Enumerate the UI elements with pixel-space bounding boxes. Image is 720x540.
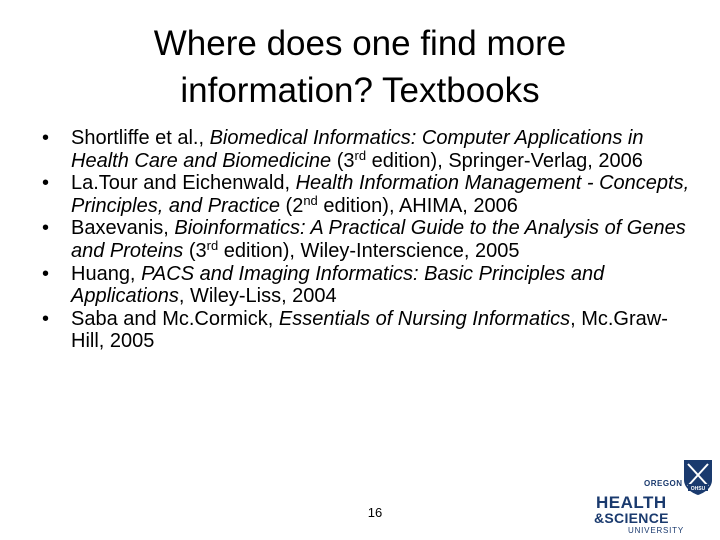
reference-publisher: , Mc.Graw-Hill, 2005: [71, 307, 668, 353]
reference-edition: (3rd edition),: [183, 237, 301, 262]
ohsu-shield-icon: [682, 458, 714, 496]
logo-oregon-text: OREGON: [644, 479, 683, 488]
bullet: •: [42, 172, 50, 195]
ohsu-logo: [594, 458, 716, 538]
reference-publisher: Springer-Verlag, 2006: [448, 149, 643, 172]
slide-title-line-1: Where does one find more: [153, 24, 567, 63]
reference-edition: (3rd edition),: [331, 147, 449, 172]
reference-list: [42, 127, 692, 353]
reference-item-shortliffe: [42, 127, 692, 172]
reference-authors: Huang,: [71, 262, 142, 285]
bullet: •: [42, 307, 50, 330]
bullet: •: [42, 262, 50, 285]
reference-authors: Shortliffe et al.,: [71, 127, 210, 149]
logo-science-text: &SCIENCE: [594, 510, 669, 526]
reference-authors: Baxevanis,: [71, 217, 175, 240]
page-number: 16: [367, 505, 383, 520]
reference-authors: La.Tour and Eichenwald,: [71, 172, 296, 195]
reference-item-saba: [42, 308, 692, 353]
logo-health-text: HEALTH: [596, 493, 667, 512]
reference-book-title: Biomedical Informatics: Computer Applications in Health Care and Biomedicine: [71, 127, 644, 172]
reference-publisher: Wiley-Interscience, 2005: [300, 239, 520, 262]
reference-book-title: Bioinformatics: A Practical Guide to the Analysis of Genes and Proteins: [71, 217, 686, 262]
reference-book-title: PACS and Imaging Informatics: Basic Principles and Applications: [71, 262, 605, 308]
reference-publisher: , Wiley-Liss, 2004: [178, 285, 337, 308]
bullet: •: [42, 127, 50, 149]
reference-edition: (2nd edition),: [279, 192, 399, 217]
reference-authors: Saba and Mc.Cormick,: [71, 307, 279, 330]
reference-item-baxevanis: [42, 217, 692, 262]
reference-book-title: Essentials of Nursing Informatics: [278, 307, 571, 330]
reference-book-title: Health Information Management - Concepts, Principles, and Practice: [71, 172, 690, 217]
reference-item-huang: [42, 263, 692, 308]
slide-title: [60, 20, 660, 114]
reference-publisher: AHIMA, 2006: [398, 194, 518, 217]
reference-item-latour: [42, 172, 692, 217]
slide-title-line-2: information? Textbooks: [180, 71, 540, 110]
logo-university-text: UNIVERSITY: [628, 526, 685, 535]
bullet: •: [42, 217, 50, 240]
ohsu-shield-text: OHSU: [690, 486, 706, 492]
